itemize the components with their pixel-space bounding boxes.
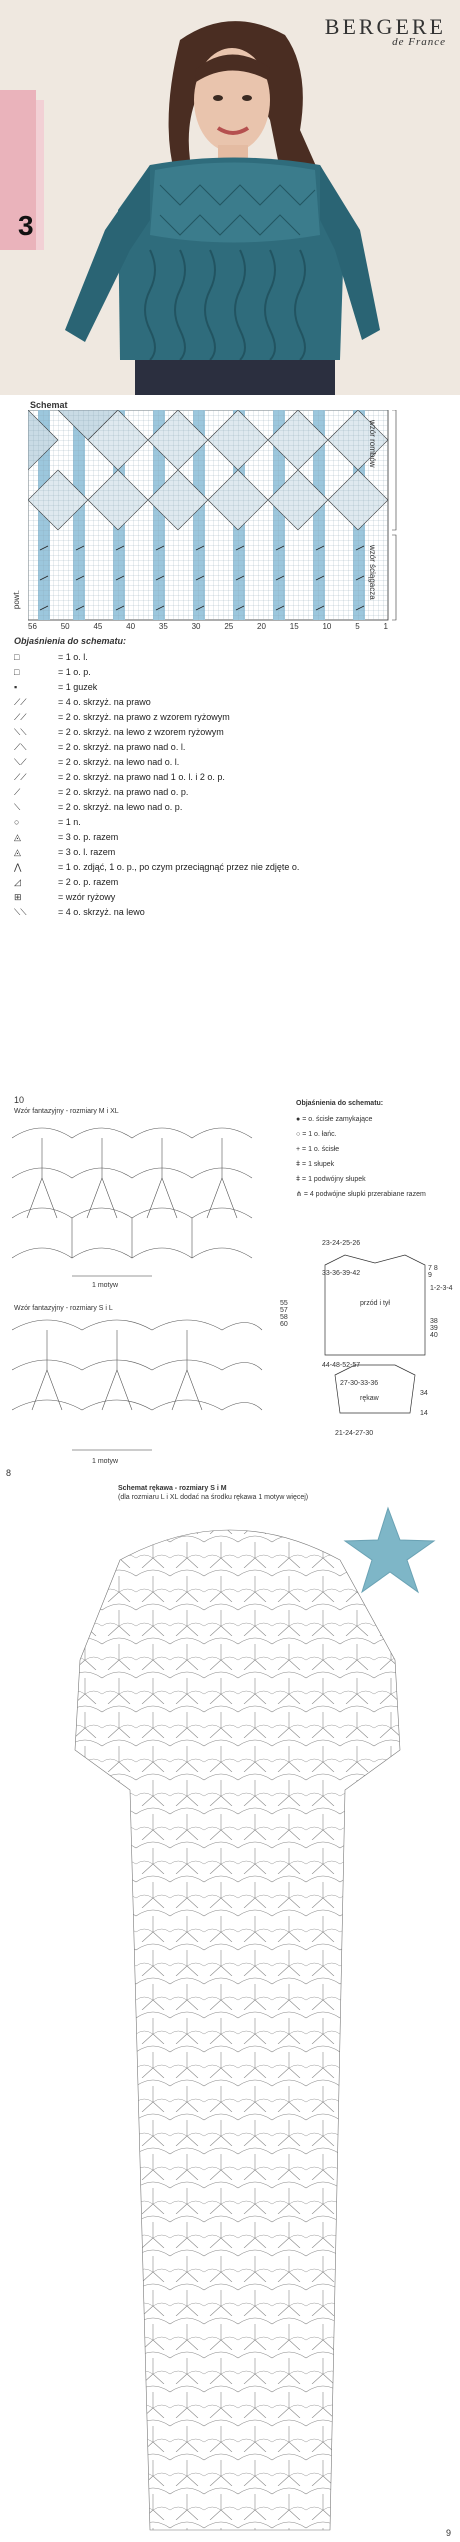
sizes-top: 23-24-25-26 [322,1240,361,1247]
motif1-diagram [12,1118,267,1301]
legend-item [14,710,299,725]
page-number-left: 8 [6,1468,12,1478]
chart-powt-label: powt. [12,590,21,610]
chart-num: 5 [355,622,360,631]
chart-bottom-numbers [28,622,388,631]
legend-item [14,695,299,710]
page-number-bottom: 9 [446,2528,452,2538]
legend-text: = 2 o. skrzyż. na prawo nad o. p. [58,787,189,797]
chart-num: 30 [191,622,201,631]
legend-item [14,665,299,680]
legend-text: = 2 o. p. razem [58,877,119,887]
legend-symbol: □ [14,652,20,662]
legend-symbol: ⊞ [14,892,22,902]
legend-symbol: ◬ [14,832,21,842]
motif2-diagram [12,1315,267,1475]
legend-text: = 2 o. skrzyż. na prawo nad o. l. [58,742,186,752]
legend-item [14,680,299,695]
legend-item [14,740,299,755]
chart-num: 10 [322,622,332,631]
model-photo-illustration [0,0,460,395]
model-photo [0,0,460,395]
legend-item [14,755,299,770]
front-label: przód i tył [360,1300,390,1307]
page-number-top: 10 [14,1095,25,1105]
sleeve-label: rękaw [360,1395,379,1402]
legend-symbol: ⟋⟋ [14,697,27,707]
legend-item [14,800,299,815]
chart-num: 25 [224,622,234,631]
legend-symbol: ⟋⟋ [14,712,27,722]
right-mid: 1-2-3-4 [430,1285,453,1292]
legend-symbol: ○ [14,817,20,827]
chart-num: 56 [28,622,37,631]
motif1-svg [12,1118,267,1296]
motif1-title: Wzór fantazyjny - rozmiary M i XL [14,1108,119,1115]
legend-item [14,890,299,905]
legend-text: = 1 n. [58,817,81,827]
legend-text: = 4 o. skrzyż. na prawo [58,697,151,707]
crochet-legend-item: ǂ = 1 podwójny słupek [296,1176,366,1183]
legend-symbol: ⟍⟋ [14,757,27,767]
right-top: 7 8 9 [428,1265,438,1279]
legend-text: = 2 o. skrzyż. na prawo z wzorem ryżowym [58,712,230,722]
sizes-bottom: 44-48-52-57 [322,1362,361,1369]
sleeve-chart [0,1500,460,2540]
motif2-title: Wzór fantazyjny - rozmiary S i L [14,1305,113,1312]
right-nums: 38 39 40 [430,1318,438,1339]
sleeve-chart-note: (dla rozmiaru L i XL dodać na środku rękawa 1 motyw więcej) [118,1494,309,1501]
legend-text: = 1 o. p. [58,667,91,677]
legend-text: = 2 o. skrzyż. na lewo z wzorem ryżowym [58,727,224,737]
legend-symbol: ⟋⟋ [14,772,27,782]
legend-symbol: ◿ [14,877,21,887]
crochet-legend-text: = 1 o. łańc. [302,1131,337,1138]
legend-title: Objaśnienia do schematu: [14,636,127,646]
crochet-legend-text: = 1 podwójny słupek [302,1176,366,1183]
crochet-legend-text: = 4 podwójne słupki przerabiane razem [303,1191,426,1198]
legend-symbol: ⟋⟍ [14,742,27,752]
crochet-legend-text: = 1 o. ścisłe [302,1146,340,1153]
crochet-legend-item: ● = o. ścisłe zamykające [296,1116,373,1123]
legend-symbol: □ [14,667,20,677]
legend-item [14,830,299,845]
chart-num: 20 [257,622,266,631]
legend-symbol: ⟍⟍ [14,907,27,917]
crochet-legend [296,1112,426,1202]
crochet-legend-text: = o. ścisłe zamykające [302,1116,373,1123]
chart-num: 15 [289,622,299,631]
legend-item [14,845,299,860]
sizes-mid: 33-36-39-42 [322,1270,361,1277]
legend-text: = 2 o. skrzyż. na prawo nad 1 o. l. i 2 o. p. [58,772,225,782]
legend-item [14,815,299,830]
legend-item [14,725,299,740]
legend-item [14,650,299,665]
chart-side-label-top: wzór rombów [368,420,377,468]
brand-sub: de France [392,36,446,48]
crochet-legend-item: ǂ = 1 słupek [296,1161,335,1168]
legend-symbol: ⟍ [14,802,21,812]
motif2-svg [12,1315,267,1470]
legend-text: = 1 o. zdjąć, 1 o. p., po czym przeciągnąć przez nie zdjęte o. [58,862,300,872]
model-number: 3 [18,210,34,241]
legend-symbol: ▪ [14,682,18,692]
crochet-legend-item: ⋔ = 4 podwójne słupki przerabiane razem [296,1191,426,1198]
sleeve-chart-title: Schemat rękawa - rozmiary S i M [118,1485,227,1492]
sleeve-right: 34 [420,1390,428,1397]
legend-list [14,650,299,920]
sleeve-top: 27-30-33-36 [340,1380,379,1387]
legend-item [14,905,299,920]
legend-item [14,860,299,875]
chart-num: 45 [93,622,103,631]
legend-text: = 2 o. skrzyż. na lewo nad o. l. [58,757,180,767]
brand-name: BERGERE [324,14,446,39]
legend-text: = 3 o. l. razem [58,847,116,857]
legend-text: = 1 guzek [58,682,98,692]
brand-logo [325,14,446,48]
crochet-legend-text: = 1 słupek [302,1161,335,1168]
motif1-label: 1 motyw [92,1282,119,1289]
legend-text: = 3 o. p. razem [58,832,119,842]
crochet-legend-title: Objaśnienia do schematu: [296,1100,384,1107]
legend-symbol: ⟍⟍ [14,727,27,737]
legend-symbol: ◬ [14,847,21,857]
crochet-legend-item: ○ = 1 o. łańc. [296,1131,337,1138]
chart-num: 1 [383,622,388,631]
legend-text: = wzór ryżowy [58,892,116,902]
motif2-label: 1 motyw [92,1458,119,1465]
legend-item [14,875,299,890]
chart-num: 40 [126,622,136,631]
chart-num: 50 [60,622,70,631]
sleeve-bottom: 21-24-27-30 [335,1430,374,1437]
chart-num: 35 [158,622,168,631]
sleeve-chart-svg [0,1500,460,2535]
sleeve-right-2: 14 [420,1410,428,1417]
crochet-legend-item: + = 1 o. ścisłe [296,1146,340,1153]
legend-text: = 2 o. skrzyż. na lewo nad o. p. [58,802,183,812]
legend-symbol: ⟋ [14,787,21,797]
left-nums: 55 57 58 60 [280,1300,288,1328]
chart-title: Schemat [30,400,68,410]
legend-text: = 4 o. skrzyż. na lewo [58,907,145,917]
legend-item [14,785,299,800]
legend-symbol: ⋀ [14,862,22,872]
chart-side-label-bottom: wzór ściągacza [368,545,377,600]
legend-text: = 1 o. l. [58,652,88,662]
legend-item [14,770,299,785]
